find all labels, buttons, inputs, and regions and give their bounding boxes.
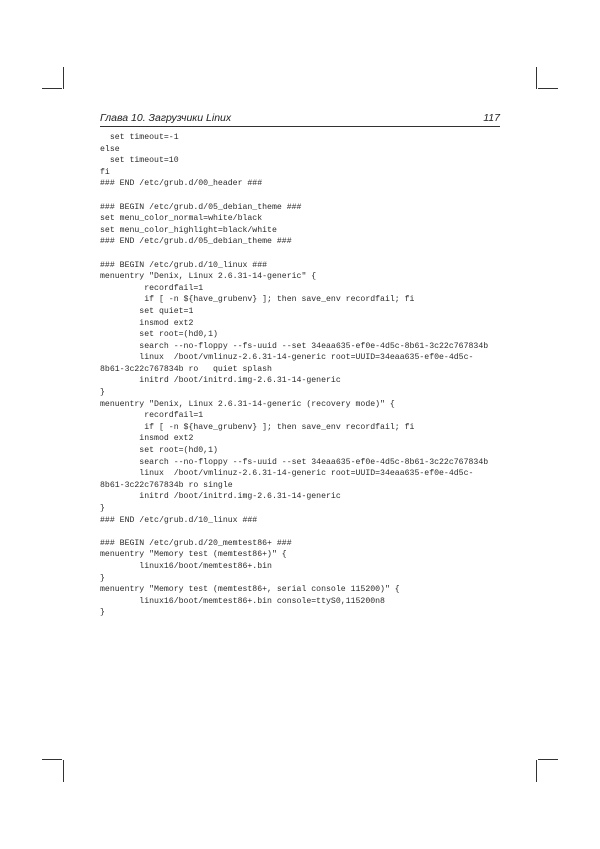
code-line: ### END /etc/grub.d/10_linux ###	[100, 515, 258, 525]
code-line: 8b61-3c22c767834b ro quiet splash	[100, 364, 272, 374]
code-line: menuentry "Memory test (memtest86+)" {	[100, 550, 287, 560]
code-line: search --no-floppy --fs-uuid --set 34eaa635-ef0e-4d5c-8b61-3c22c767834b	[100, 457, 489, 467]
code-line: set quiet=1	[100, 306, 194, 316]
code-line: set menu_color_normal=white/black	[100, 214, 263, 224]
code-line: }	[100, 504, 105, 513]
header-rule	[100, 126, 500, 127]
code-line: ### END /etc/grub.d/05_debian_theme ###	[100, 237, 292, 247]
code-line: set menu_color_highlight=black/white	[100, 225, 277, 235]
code-line: insmod ext2	[100, 434, 194, 444]
code-line: set root=(hd0,1)	[100, 446, 218, 456]
code-line: linux /boot/vmlinuz-2.6.31-14-generic root=UUID=34eaa635-ef0e-4d5c-	[100, 353, 474, 363]
code-line: initrd /boot/initrd.img-2.6.31-14-generic	[100, 492, 341, 502]
crop-mark-bottom-right-vertical	[536, 760, 537, 782]
code-line: set root=(hd0,1)	[100, 330, 218, 340]
code-line: menuentry "Memory test (memtest86+, serial console 115200)" {	[100, 585, 400, 595]
code-line	[100, 248, 510, 260]
code-line: recordfail=1	[100, 411, 204, 421]
code-line: menuentry "Denix, Linux 2.6.31-14-generic" {	[100, 272, 317, 282]
code-line: insmod ext2	[100, 318, 194, 328]
code-line: linux16/boot/memtest86+.bin console=ttyS0,115200n8	[100, 596, 385, 606]
crop-mark-top-right-horizontal	[538, 88, 558, 89]
crop-mark-bottom-right-horizontal	[538, 759, 558, 760]
code-line: else	[100, 144, 120, 154]
crop-mark-bottom-left-horizontal	[42, 759, 62, 760]
chapter-title: Глава 10. Загрузчики Linux	[100, 112, 232, 124]
code-line: set timeout=-1	[100, 133, 179, 142]
code-line: search --no-floppy --fs-uuid --set 34eaa635-ef0e-4d5c-8b61-3c22c767834b	[100, 341, 489, 351]
crop-mark-top-left-vertical	[63, 67, 64, 89]
code-line	[100, 526, 510, 538]
code-line: recordfail=1	[100, 283, 204, 293]
code-line: if [ -n ${have_grubenv} ]; then save_env recordfail; fi	[100, 422, 415, 432]
code-line: }	[100, 573, 105, 583]
code-line: 8b61-3c22c767834b ro single	[100, 480, 233, 490]
code-line	[100, 190, 510, 202]
code-line: ### BEGIN /etc/grub.d/20_memtest86+ ###	[100, 538, 292, 548]
code-line: ### BEGIN /etc/grub.d/05_debian_theme ###	[100, 202, 302, 212]
running-header	[100, 112, 500, 126]
code-line: }	[100, 608, 105, 618]
code-line: set timeout=10	[100, 156, 179, 166]
code-line: }	[100, 388, 105, 398]
code-line: menuentry "Denix, Linux 2.6.31-14-generic (recovery mode)" {	[100, 399, 395, 409]
page-number: 117	[483, 112, 500, 124]
code-line: linux16/boot/memtest86+.bin	[100, 561, 272, 571]
crop-mark-top-left-horizontal	[42, 88, 62, 89]
code-line: linux /boot/vmlinuz-2.6.31-14-generic root=UUID=34eaa635-ef0e-4d5c-	[100, 469, 474, 479]
code-line: fi	[100, 167, 110, 177]
code-line: if [ -n ${have_grubenv} ]; then save_env recordfail; fi	[100, 295, 415, 305]
code-line: initrd /boot/initrd.img-2.6.31-14-generic	[100, 376, 341, 386]
code-line: ### END /etc/grub.d/00_header ###	[100, 179, 263, 189]
code-line: ### BEGIN /etc/grub.d/10_linux ###	[100, 260, 268, 270]
crop-mark-bottom-left-vertical	[63, 760, 64, 782]
crop-mark-top-right-vertical	[536, 67, 537, 89]
code-listing	[100, 132, 510, 619]
